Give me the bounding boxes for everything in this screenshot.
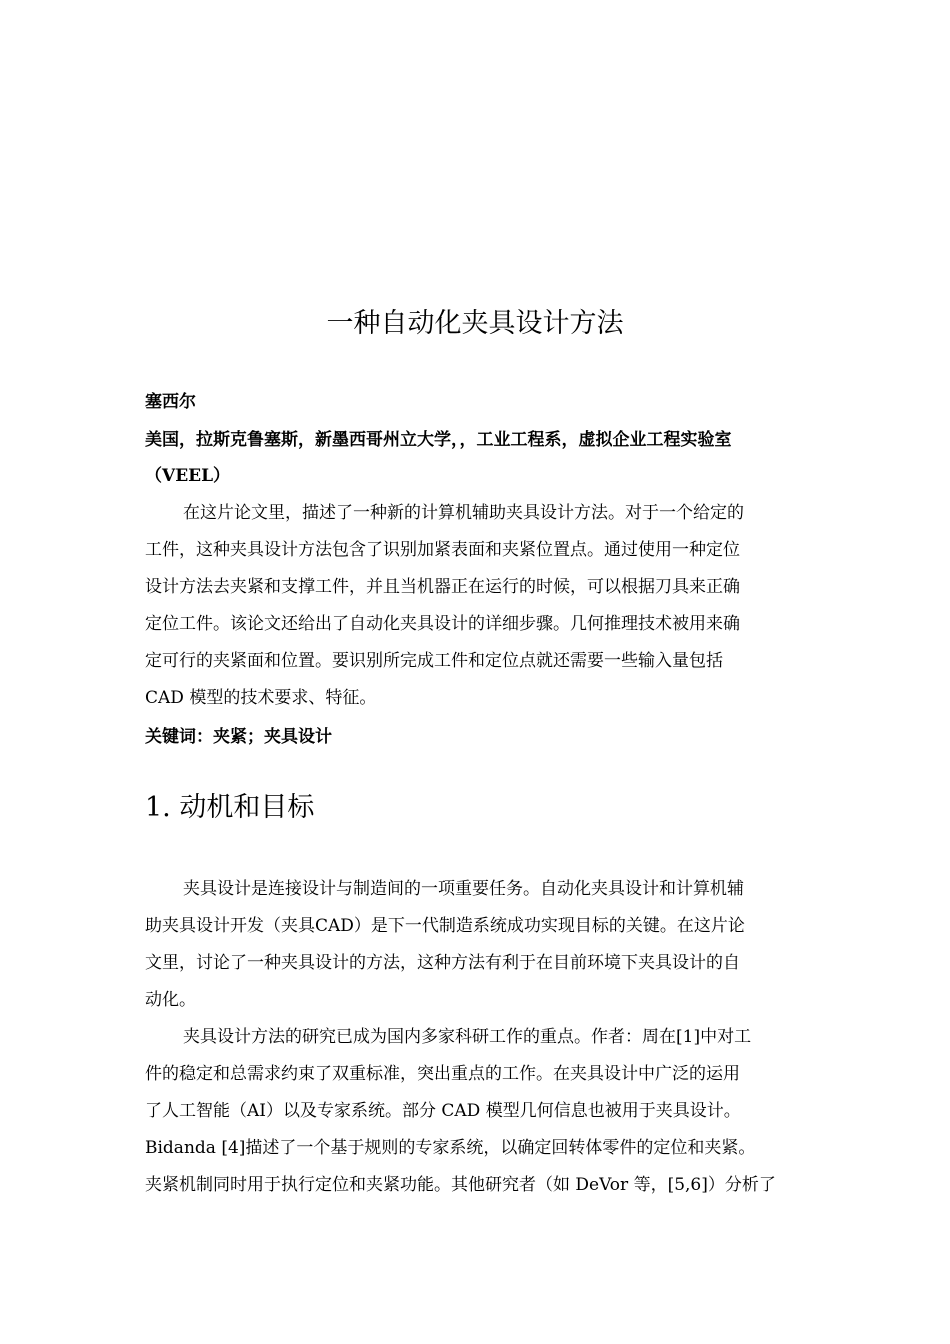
abstract-line: 工件，这种夹具设计方法包含了识别加紧表面和夹紧位置点。通过使用一种定位 — [145, 540, 740, 560]
paragraph-line: 动化。 — [145, 990, 196, 1010]
paragraph-line: 夹具设计方法的研究已成为国内多家科研工作的重点。作者：周在[1]中对工 — [183, 1027, 752, 1047]
paper-title: 一种自动化夹具设计方法 — [326, 308, 624, 339]
abstract-line: 定位工件。该论文还给出了自动化夹具设计的详细步骤。几何推理技术被用来确 — [145, 614, 740, 634]
keywords: 关键词：夹紧；夹具设计 — [145, 727, 332, 747]
abstract-line: 在这片论文里，描述了一种新的计算机辅助夹具设计方法。对于一个给定的 — [183, 503, 744, 523]
abstract-line: 设计方法去夹紧和支撑工件，并且当机器正在运行的时候，可以根据刀具来正确 — [145, 577, 740, 597]
affiliation-line-1: 美国，拉斯克鲁塞斯，新墨西哥州立大学，，工业工程系，虚拟企业工程实验室 — [145, 430, 732, 450]
abstract-line: 定可行的夹紧面和位置。要识别所完成工件和定位点就还需要一些输入量包括 — [145, 651, 723, 671]
paragraph-line: 了人工智能（AI）以及专家系统。部分 CAD 模型几何信息也被用于夹具设计。 — [145, 1101, 741, 1121]
abstract-line: CAD 模型的技术要求、特征。 — [145, 688, 377, 708]
paragraph-line: 助夹具设计开发（夹具CAD）是下一代制造系统成功实现目标的关键。在这片论 — [145, 916, 745, 936]
paragraph-line: 件的稳定和总需求约束了双重标准，突出重点的工作。在夹具设计中广泛的运用 — [145, 1064, 740, 1084]
paragraph-line: 夹具设计是连接设计与制造间的一项重要任务。自动化夹具设计和计算机辅 — [183, 879, 744, 899]
author-name: 塞西尔 — [145, 392, 196, 412]
paragraph-line: 夹紧机制同时用于执行定位和夹紧功能。其他研究者（如 DeVor 等，[5,6]）分析了 — [145, 1175, 776, 1195]
paragraph-line: Bidanda [4]描述了一个基于规则的专家系统，以确定回转体零件的定位和夹紧。 — [145, 1138, 756, 1158]
paragraph-line: 文里，讨论了一种夹具设计的方法，这种方法有利于在目前环境下夹具设计的自 — [145, 953, 740, 973]
section-heading: 1. 动机和目标 — [145, 792, 315, 823]
affiliation-line-2: （VEEL） — [145, 466, 231, 486]
